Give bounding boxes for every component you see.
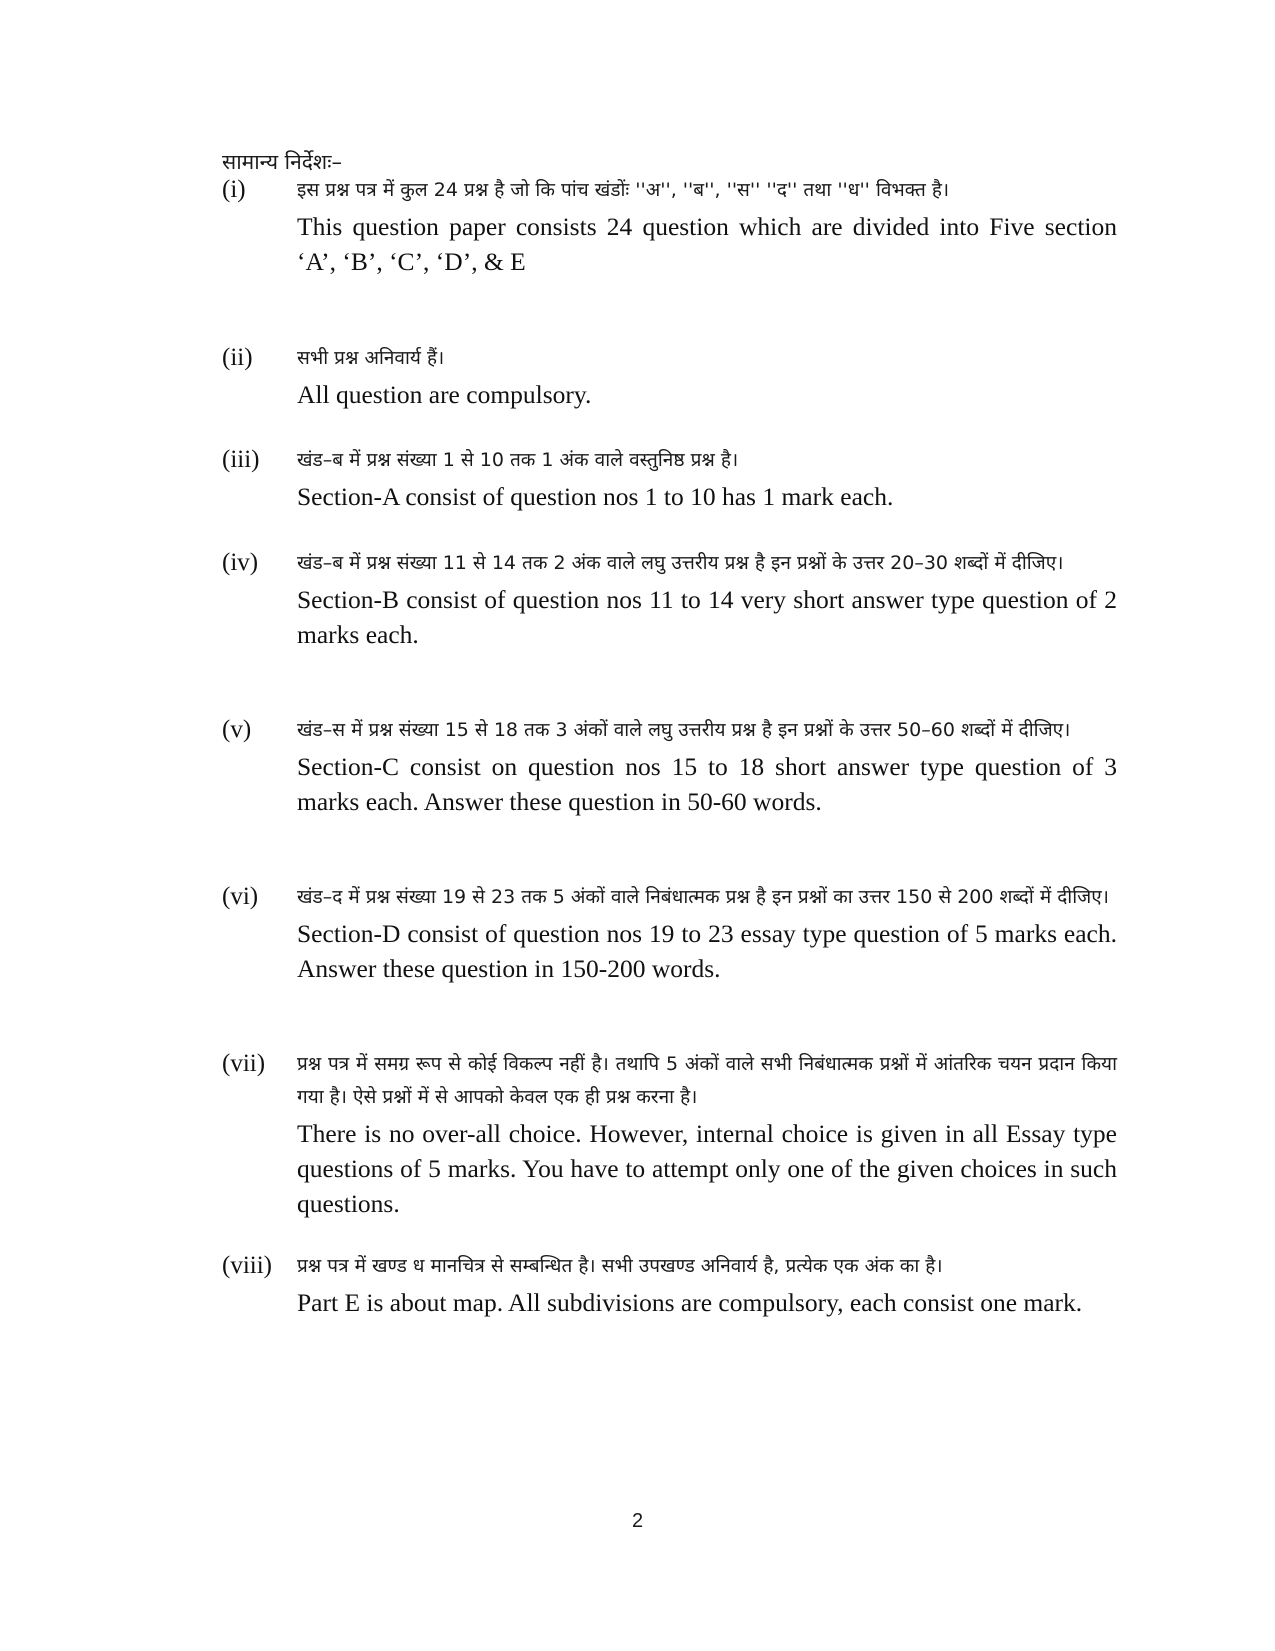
instruction-hindi: प्रश्न पत्र में समग्र रूप से कोई विकल्प नहीं है। तथापि 5 अंकों वाले सभी निबंधात्मक प्रश्नों में आंतरिक चयन प्रदान किया गया है। ऐसे प्रश्नों में से आपको केवल एक ही प्रश्न करना है।: [297, 1053, 1117, 1108]
instruction-english: Section-A consist of question nos 1 to 10 has 1 mark each.: [297, 482, 894, 511]
instruction-hindi: सभी प्रश्न अनिवार्य हैं।: [297, 347, 445, 369]
instruction-hindi: खंड–ब में प्रश्न संख्या 1 से 10 तक 1 अंक वाले वस्तुनिष्ठ प्रश्न है।: [297, 449, 739, 471]
instruction-number: (ii): [222, 344, 253, 371]
instruction-hindi: खंड–द में प्रश्न संख्या 19 से 23 तक 5 अंकों वाले निबंधात्मक प्रश्न है इन प्रश्नों का उत्तर 150 से 200 शब्दों में दीजिए।: [297, 886, 1109, 908]
instruction-english: Part E is about map. All subdivisions are compulsory, each consist one mark.: [297, 1288, 1083, 1317]
instruction-number: (vi): [222, 883, 259, 910]
instruction-english: Section-C consist on question nos 15 to 18 short answer type question of 3 marks each. Answer these question in 50-60 words.: [297, 752, 1117, 816]
instruction-number: (viii): [222, 1252, 272, 1279]
instruction-english: This question paper consists 24 question which are divided into Five section ‘A’, ‘B’, ‘C’, ‘D’, & E: [297, 212, 1117, 276]
instruction-english: Section-D consist of question nos 19 to 23 essay type question of 5 marks each. Answer these question in 150-200 words.: [297, 919, 1117, 983]
instruction-number: (i): [222, 176, 246, 203]
page-number: 2: [631, 1510, 644, 1532]
instruction-english: Section-B consist of question nos 11 to 14 very short answer type question of 2 marks each.: [297, 585, 1117, 649]
instruction-english: There is no over-all choice. However, internal choice is given in all Essay type questions of 5 marks. You have to attempt only one of the given choices in such questions.: [297, 1119, 1117, 1218]
instruction-hindi: खंड–स में प्रश्न संख्या 15 से 18 तक 3 अंकों वाले लघु उत्तरीय प्रश्न है इन प्रश्नों के उत्तर 50–60 शब्दों में दीजिए।: [297, 719, 1071, 741]
instruction-number: (vii): [222, 1050, 266, 1077]
instruction-number: (v): [222, 716, 252, 743]
instruction-number: (iii): [222, 446, 260, 473]
instruction-hindi: खंड–ब में प्रश्न संख्या 11 से 14 तक 2 अंक वाले लघु उत्तरीय प्रश्न है इन प्रश्नों के उत्तर 20–30 शब्दों में दीजिए।: [297, 552, 1064, 574]
instruction-number: (iv): [222, 549, 259, 576]
page-heading: सामान्य निर्देशः–: [222, 150, 342, 174]
instruction-hindi: प्रश्न पत्र में खण्ड ध मानचित्र से सम्बन्धित है। सभी उपखण्ड अनिवार्य है, प्रत्येक एक अंक का है।: [297, 1255, 943, 1277]
instruction-english: All question are compulsory.: [297, 380, 592, 409]
instruction-hindi: इस प्रश्न पत्र में कुल 24 प्रश्न है जो कि पांच खंडोंः ''अ'', ''ब'', ''स'' ''द'' तथा ''ध'' विभक्त है।: [297, 179, 950, 201]
